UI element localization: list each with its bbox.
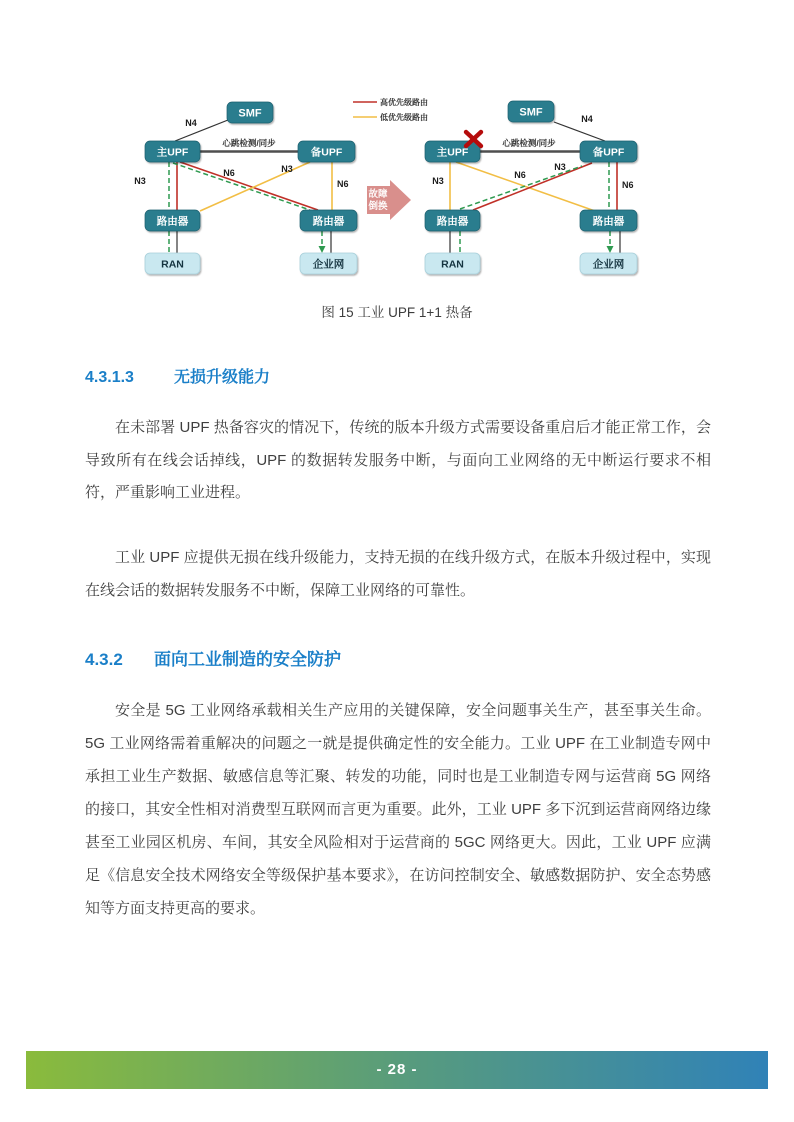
n6-label: N6	[514, 170, 526, 180]
main-upf-label: 主UPF	[156, 146, 189, 159]
figure-upf-ha	[60, 85, 740, 290]
session-arrow-icon	[607, 246, 614, 253]
paragraph: 工业 UPF 应提供无损在线升级能力，支持无损的在线升级方式，在版本升级过程中，实现在线会话的数据转发服务不中断，保障工业网络的可靠性。	[85, 549, 711, 599]
backup-upf-label: 备UPF	[592, 146, 625, 159]
router-label: 路由器	[436, 215, 469, 228]
n3-label: N3	[134, 176, 146, 186]
n3-low-priority-link	[200, 162, 310, 211]
failover-arrow	[367, 180, 411, 220]
paragraph: 在未部署 UPF 热备容灾的情况下，传统的版本升级方式需要设备重启后才能正常工作，会导致所有在线会话掉线，UPF 的数据转发服务中断，与面向工业网络的无中断运行要求不相符，严重影响工业进程。	[85, 419, 711, 501]
footer-page-bar	[26, 1051, 768, 1089]
enterprise-label: 企业网	[592, 258, 625, 271]
router-label: 路由器	[156, 215, 189, 228]
diagram-legend	[353, 97, 428, 122]
paragraph: 安全是 5G 工业网络承载相关生产应用的关键保障，安全问题事关生产，甚至事关生命。5G 工业网络需着重解决的问题之一就是提供确定性的安全能力。工业 UPF 在工业制造专网中承担工业生产数据、敏感信息等汇聚、转发的功能，同时也是工业制造专网与运营商 5G 网络的接口，其安全性相对消费型互联网而言更为重要。此外，工业 UPF 多下沉到运营商网络边缘甚至工业园区机房、车间，其安全风险相对于运营商的 5GC 网络更大。因此，工业 UPF 应满足《信息安全技术网络安全等级保护基本要求》，在访问控制安全、敏感数据防护、安全态势感知等方面支持更高的要求。	[85, 702, 711, 917]
section-title: 无损升级能力	[174, 369, 271, 386]
ran-label: RAN	[161, 258, 184, 271]
page-number: - 28 -	[376, 1061, 418, 1078]
heartbeat-label: 心跳检测/同步	[222, 138, 276, 148]
n6-label: N6	[622, 180, 634, 190]
high-priority-legend-label: 高优先级路由	[380, 98, 428, 107]
enterprise-label: 企业网	[312, 258, 345, 271]
figure-caption: 图 15 工业 UPF 1+1 热备	[321, 305, 473, 320]
section-heading-4-3-1-3	[85, 364, 270, 387]
smf-label: SMF	[519, 106, 543, 119]
router-label: 路由器	[312, 215, 345, 228]
n4-link	[175, 120, 228, 141]
n3-label: N3	[554, 162, 566, 172]
upf-ha-diagram	[60, 85, 740, 290]
session-arrow-icon	[319, 246, 326, 253]
n4-label: N4	[581, 114, 593, 124]
right-diagram	[425, 101, 637, 274]
smf-label: SMF	[238, 107, 262, 120]
n6-high-priority-link	[180, 162, 318, 210]
section-number: 4.3.1.3	[85, 369, 134, 386]
main-upf-label: 主UPF	[436, 146, 469, 159]
low-priority-legend-label: 低优先级路由	[380, 113, 428, 122]
heartbeat-label: 心跳检测/同步	[502, 138, 556, 148]
n6-label: N6	[337, 179, 349, 189]
n4-label: N4	[185, 118, 197, 128]
failover-label-line1: 故障	[368, 189, 388, 200]
section-number: 4.3.2	[85, 650, 123, 669]
ran-label: RAN	[441, 258, 464, 271]
failover-arrow-icon	[367, 180, 411, 220]
left-diagram	[134, 102, 357, 274]
section-heading-4-3-2	[85, 645, 341, 670]
n6-label: N6	[223, 168, 235, 178]
n3-label: N3	[281, 164, 293, 174]
backup-upf-label: 备UPF	[310, 146, 343, 159]
n4-link	[554, 122, 605, 141]
router-label: 路由器	[592, 215, 625, 228]
n3-label: N3	[432, 176, 444, 186]
failover-label-line2: 倒换	[368, 201, 388, 212]
section-title: 面向工业制造的安全防护	[154, 650, 341, 669]
